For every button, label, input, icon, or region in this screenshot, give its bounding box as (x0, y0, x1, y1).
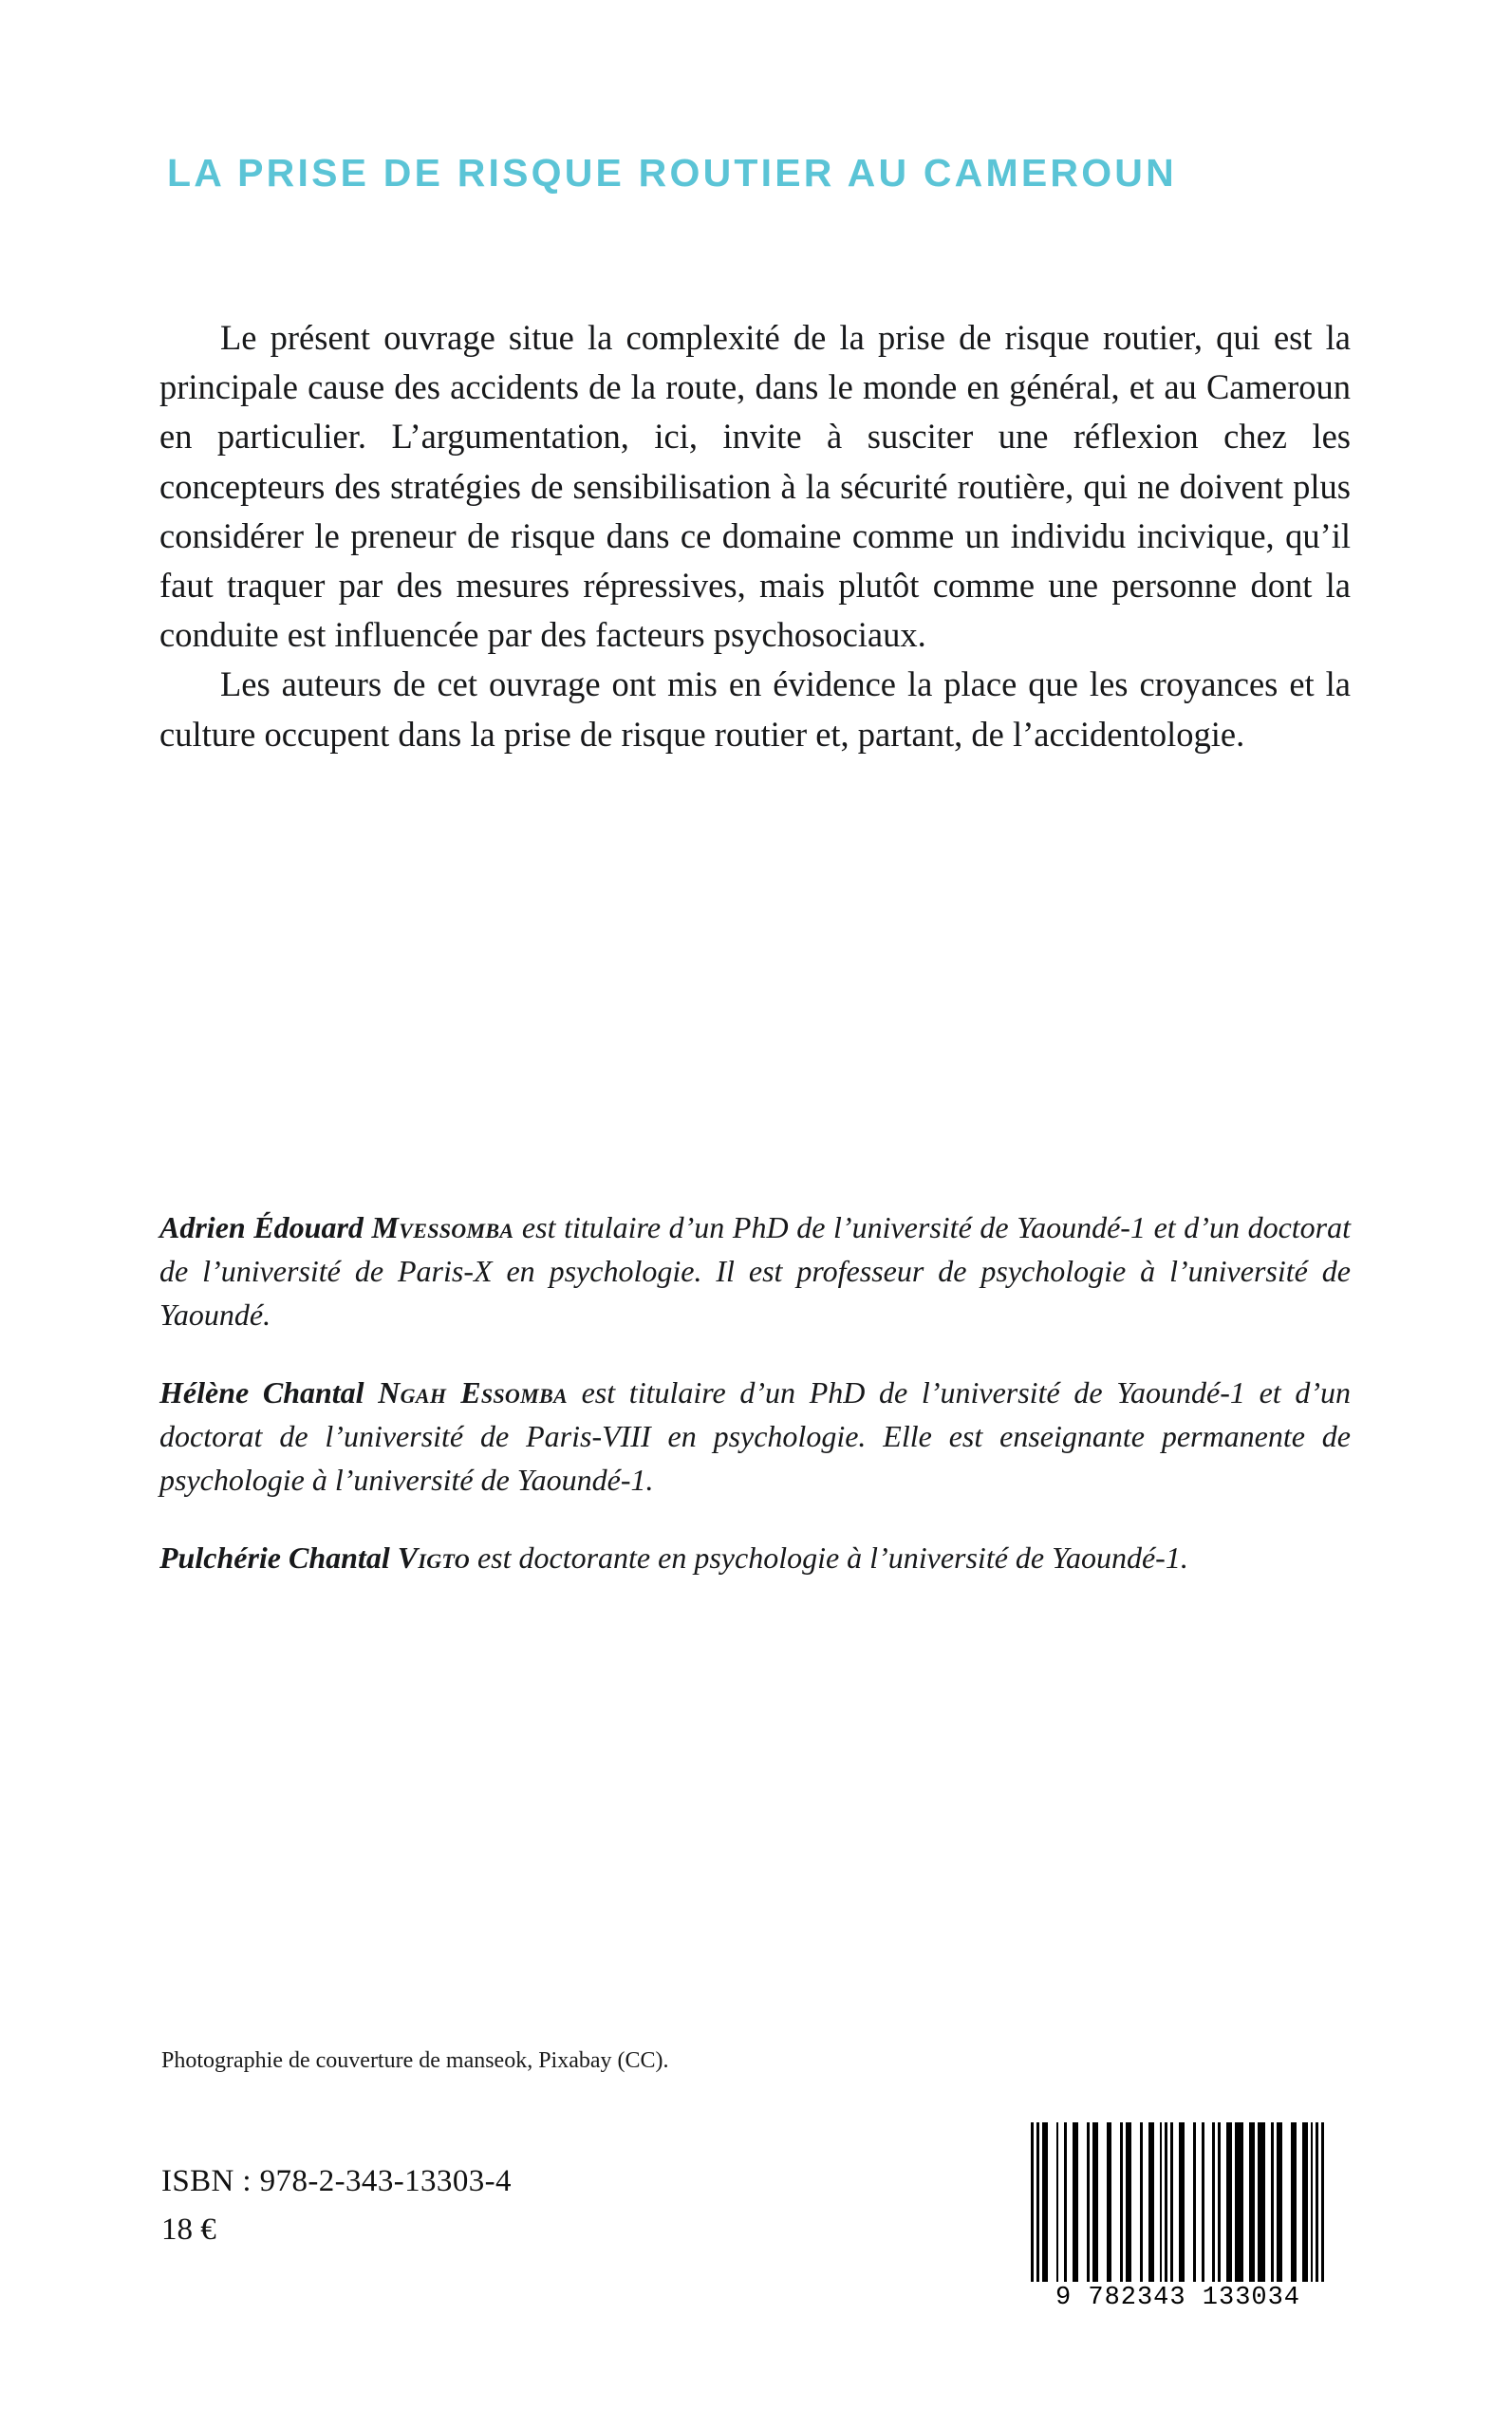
isbn-block (161, 2164, 512, 2248)
cover-credit: Photographie de couverture de manseok, Pixabay (CC). (161, 2048, 669, 2073)
author-name-first: Hélène Chantal (159, 1375, 379, 1410)
barcode (1031, 2122, 1325, 2336)
barcode-bars (1031, 2122, 1325, 2282)
author-bios (159, 1205, 1351, 1580)
isbn-text: ISBN : 978-2-343-13303-4 (161, 2164, 512, 2198)
author-bio-text: est titulaire d’un PhD de l’université de Yaoundé-1 et d’un doctorat de l’université de Paris-VIII en psychologie. Elle est enseignante permanente de psychologie à l’université de Yaoundé-1. (159, 1375, 1352, 1498)
author-name-last: Ngah Essomba (378, 1375, 568, 1410)
author-bio (159, 1371, 1351, 1502)
blurb-paragraph-1: Le présent ouvrage situe la complexité de la prise de risque routier, qui est la principale cause des accidents de la route, dans le monde en général, et au Cameroun en particulier. L’argumentation, ici, invite à susciter une réflexion chez les concepteurs des stratégies de sensibilisation à la sécurité routière, qui ne doivent plus considérer le preneur de risque dans ce domaine comme un individu incivique, qu’il faut traquer par des mesures répressives, mais plutôt comme une personne dont la conduite est influencée par des facteurs psychosociaux. (159, 318, 1351, 655)
author-name-first: Adrien Édouard (159, 1210, 372, 1244)
author-name-last: Mvessomba (371, 1210, 514, 1244)
author-bio-text: est titulaire d’un PhD de l’université de Yaoundé-1 et d’un doctorat de l’université de Paris-X en psychologie. Il est professeur de psychologie à l’université de Yaoundé. (159, 1210, 1352, 1333)
author-bio (159, 1536, 1351, 1579)
blurb-text (159, 313, 1351, 759)
page-title: LA PRISE DE RISQUE ROUTIER AU CAMEROUN (167, 151, 1177, 195)
price-text: 18 € (161, 2213, 216, 2247)
barcode-digits: 9 782343 133034 (1055, 2284, 1301, 2312)
author-name-first: Pulchérie Chantal (159, 1541, 398, 1576)
author-bio (159, 1205, 1351, 1336)
author-name-last: Vigto (397, 1541, 470, 1576)
blurb-paragraph-2: Les auteurs de cet ouvrage ont mis en évidence la place que les croyances et la culture occupent dans la prise de risque routier et, partant, de l’accidentologie. (159, 664, 1351, 754)
author-bio-text: est doctorante en psychologie à l’université de Yaoundé-1. (469, 1541, 1188, 1576)
